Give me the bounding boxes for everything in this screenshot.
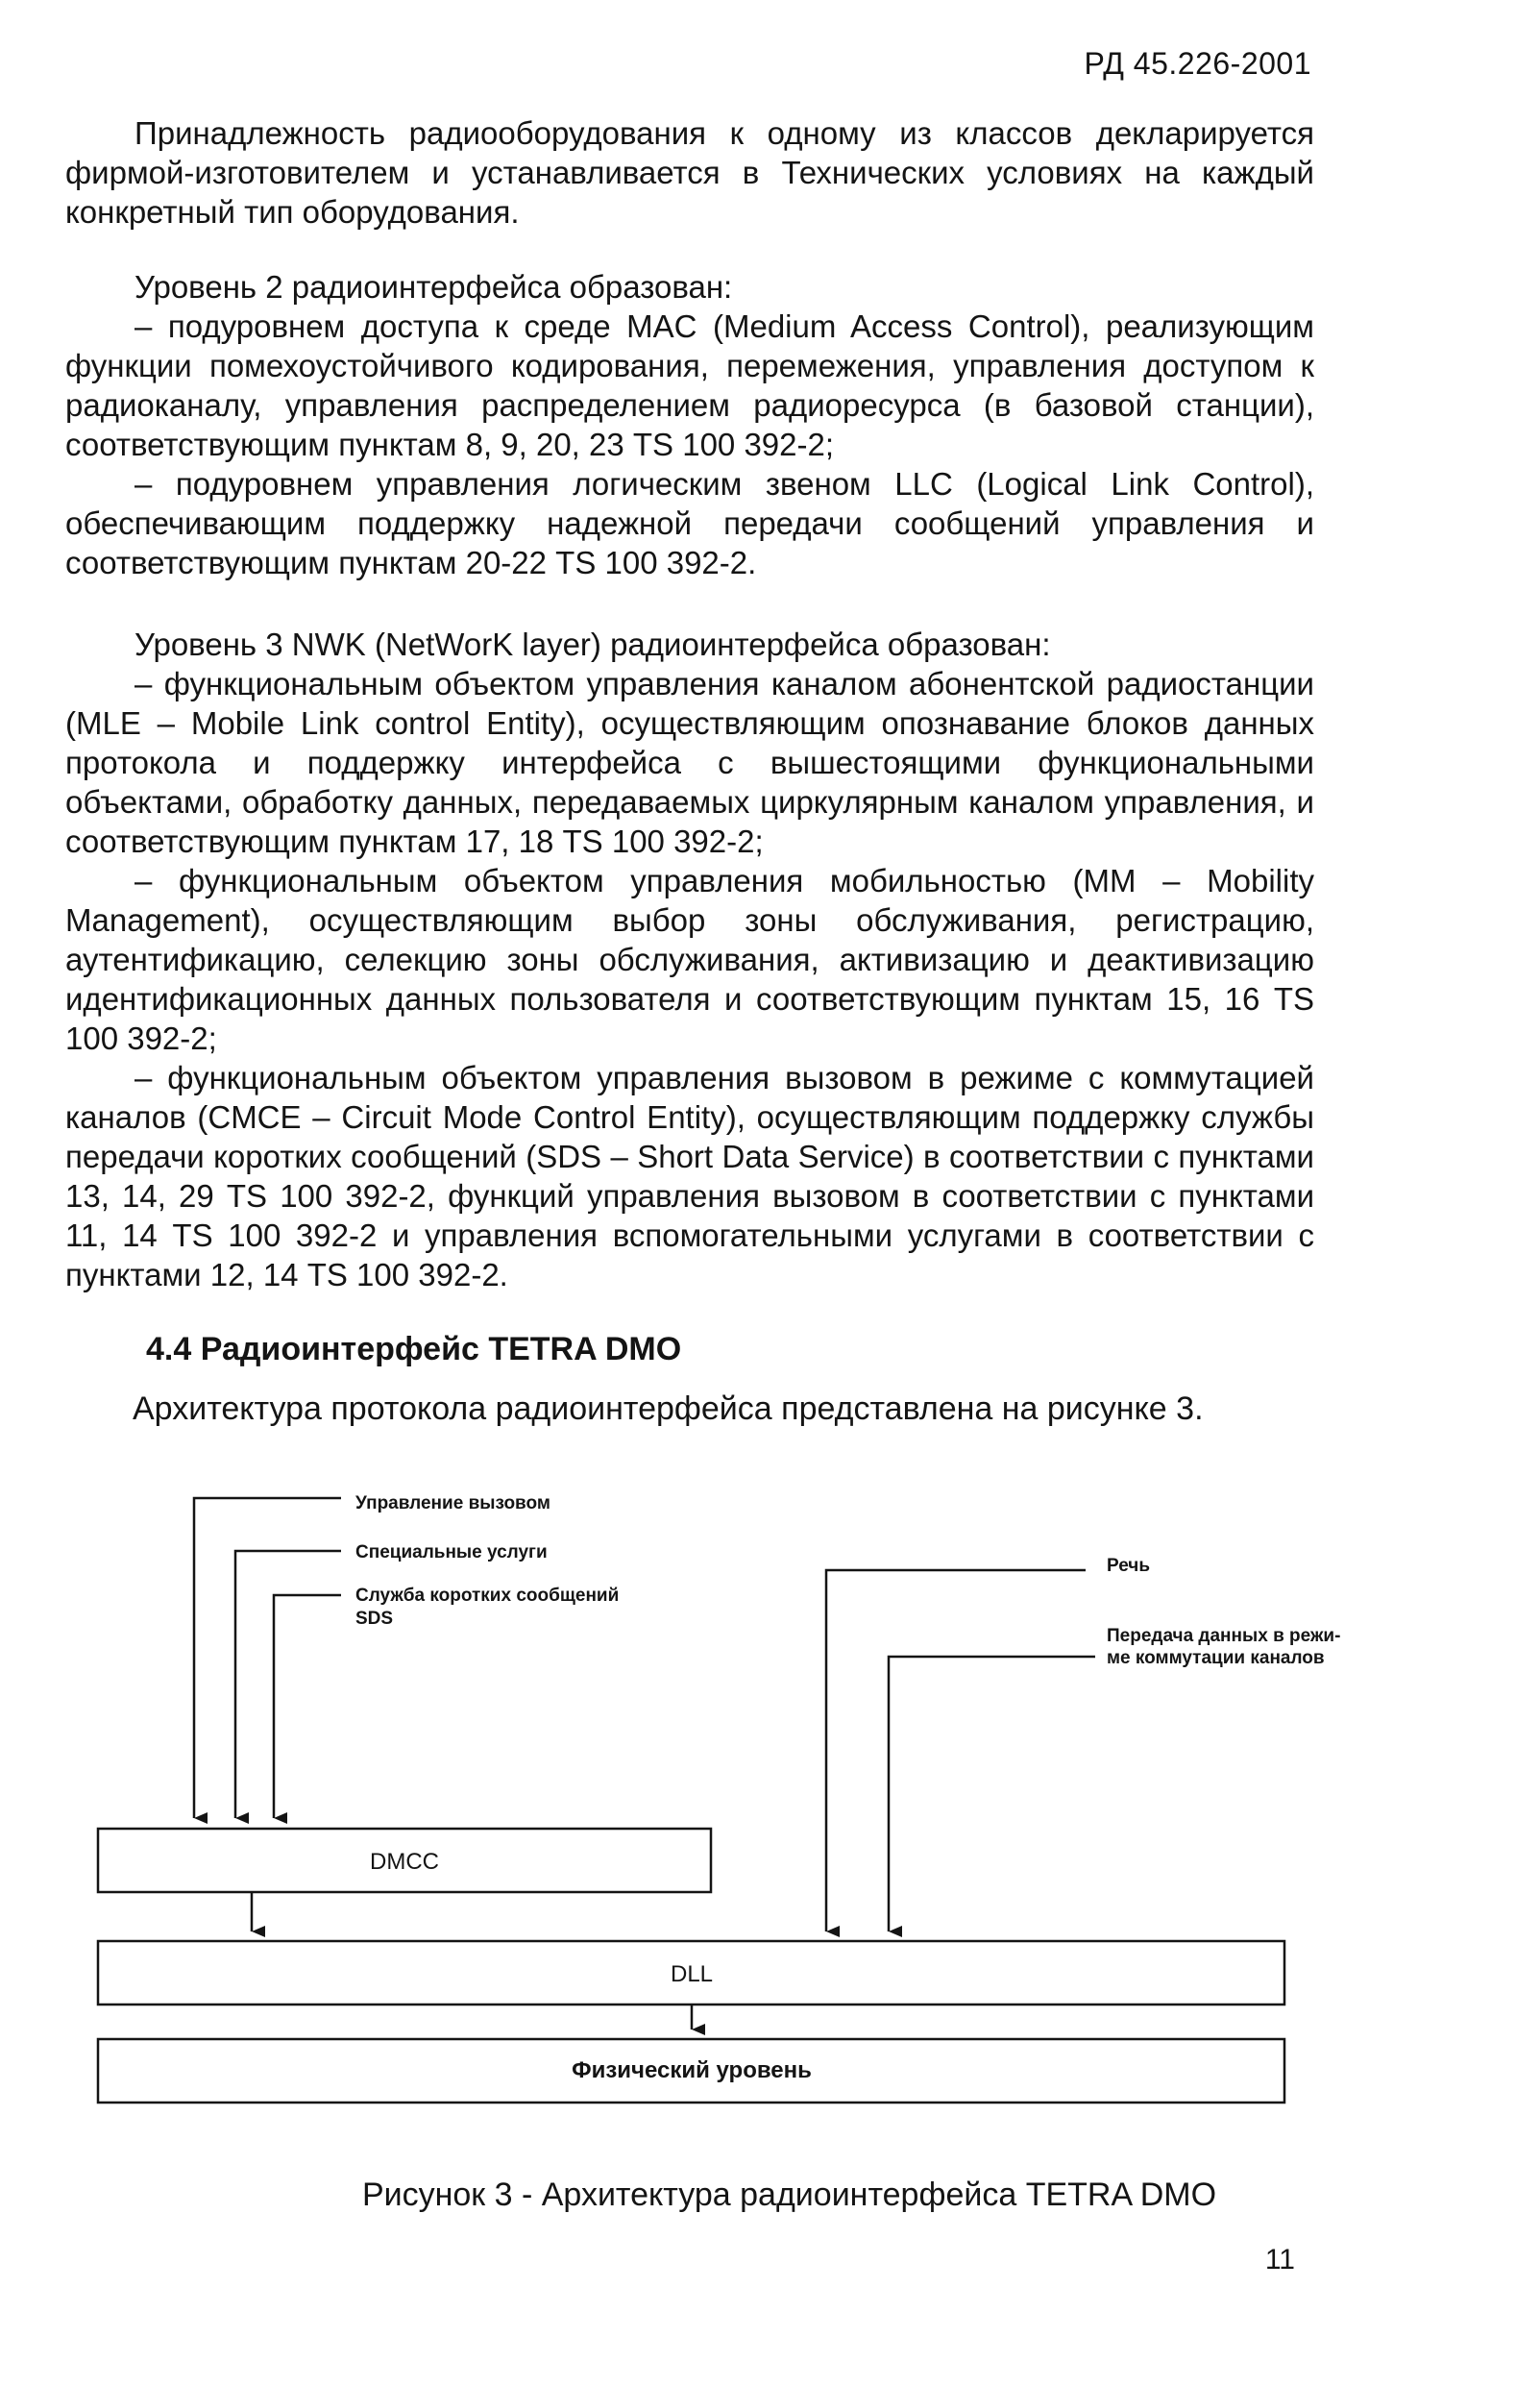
dmcc-label: DMCC <box>370 1849 439 1875</box>
figure-caption: Рисунок 3 - Архитектура радиоинтерфейса TETRA DMO <box>361 2177 1217 2213</box>
document-code: РД 45.226-2001 <box>1084 46 1311 81</box>
label-circuit-data-line1: Передача данных в режи- <box>1107 1626 1341 1646</box>
level-3-item-mm: – функциональным объектом управления мобильностью (MM – Mobility Management), осуществляющим выбор зоны обслуживания, регистрацию, аутентификацию, селекцию зоны обслуживания, активизацию и деактивизацию идентификационных данных пользователя и соответствующим пунктам 15, 16 TS 100 392-2; <box>65 863 1314 1056</box>
level-2-intro: Уровень 2 радиоинтерфейса образован: <box>134 269 733 305</box>
figure-intro: Архитектура протокола радиоинтерфейса представлена на рисунке 3. <box>133 1390 1204 1427</box>
level-2-item-mac: – подуровнем доступа к среде MAC (Medium Access Control), реализующим функции помехоустойчивого кодирования, перемежения, управления доступом к радиоканалу, управления распределением радиоресурса (в базовой станции), соответствующим пунктам 8, 9, 20, 23 TS 100 392-2; <box>65 308 1314 462</box>
section-heading: 4.4 Радиоинтерфейс TETRA DMO <box>146 1331 682 1367</box>
level-3-item-mle: – функциональным объектом управления каналом абонентской радиостанции (MLE – Mobile Link control Entity), осуществляющим опознавание блоков данных протокола и поддержку интерфейса с вышестоящими функциональными объектами, обработку данных, передаваемых циркулярным каналом управления, и соответствующим пунктам 17, 18 TS 100 392-2; <box>65 666 1314 859</box>
level-3-item-cmce: – функциональным объектом управления вызовом в режиме с коммутацией каналов (CMCE – Circuit Mode Control Entity), осуществляющим поддержку службы передачи коротких сообщений (SDS – Short Data Service) в соответствии с пунктами 13, 14, 29 TS 100 392-2, функций управления вызовом в соответствии с пунктами 11, 14 TS 100 392-2 и управления вспомогательными услугами в соответствии с пунктами 12, 14 TS 100 392-2. <box>65 1060 1314 1292</box>
dll-label: DLL <box>670 1961 714 1987</box>
label-call-control: Управление вызовом <box>355 1493 550 1513</box>
speech-arrow <box>826 1570 1086 1931</box>
paragraph-level-3 <box>65 625 1314 1294</box>
label-circuit-data-line2: ме коммутации каналов <box>1107 1648 1325 1668</box>
sds-arrow <box>274 1595 341 1818</box>
paragraph-text: Принадлежность радиооборудования к одному из классов декларируется фирмой-изготовителем и устанавливается в Технических условиях на каждый конкретный тип оборудования. <box>65 115 1314 230</box>
special-services-arrow <box>235 1551 341 1818</box>
page-number: 11 <box>1264 2244 1295 2275</box>
label-speech: Речь <box>1107 1556 1151 1576</box>
label-sds-line2: SDS <box>355 1609 394 1629</box>
circuit-data-arrow <box>889 1657 1095 1931</box>
label-special-services: Специальные услуги <box>355 1542 548 1562</box>
level-2-item-llc: – подуровнем управления логическим звеном LLC (Logical Link Control), обеспечивающим поддержку надежной передачи сообщений управления и соответствующим пунктам 20-22 TS 100 392-2. <box>65 466 1314 580</box>
label-sds-line1: Служба коротких сообщений <box>355 1586 620 1606</box>
architecture-diagram <box>0 1461 1540 2133</box>
phy-label: Физический уровень <box>572 2057 812 2083</box>
call-control-arrow <box>194 1498 341 1818</box>
paragraph-level-2 <box>65 267 1314 582</box>
paragraph-class-declaration <box>65 113 1314 232</box>
level-3-intro: Уровень 3 NWK (NetWorK layer) радиоинтерфейса образован: <box>134 627 1051 662</box>
